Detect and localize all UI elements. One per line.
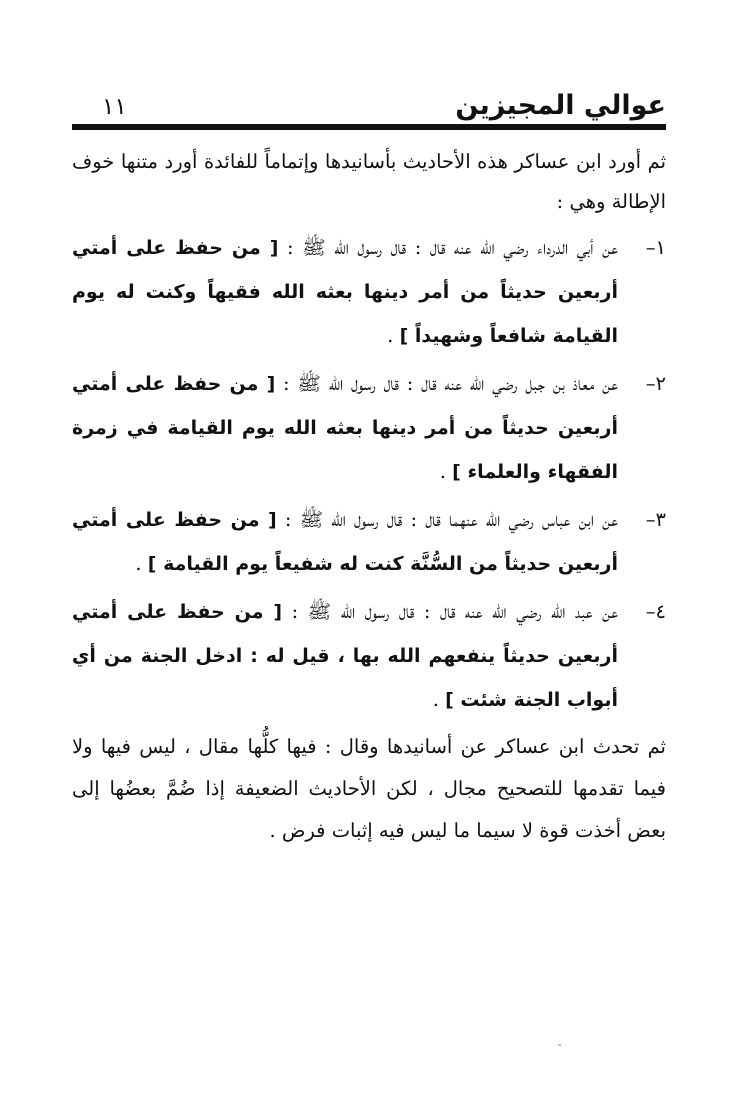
footer-mark: - <box>558 1040 562 1051</box>
item-quote: [ من حفظ على أمتي أربعين حديثاً من السُّنَّة كنت له شفيعاً يوم القيامة ] <box>72 509 618 575</box>
item-number: ١– <box>645 236 666 259</box>
item-lead: عن أبي الدرداء رضي الله عنه قال : قال رسول الله ﷺ : <box>287 236 618 259</box>
item-number: ٣– <box>645 508 666 531</box>
page-number: ١١ <box>102 94 127 120</box>
item-tail: . <box>439 460 446 483</box>
item-quote: [ من حفظ على أمتي أربعين حديثاً من أمر دينها بعثه الله فقيهاً وكنت له يوم القيامة شافعاً وشهيداً ] <box>72 237 618 347</box>
item-tail: . <box>432 688 439 711</box>
item-tail: . <box>387 324 394 347</box>
item-number: ٢– <box>645 372 666 395</box>
page-body <box>72 88 666 852</box>
item-number: ٤– <box>645 600 666 623</box>
item-quote: [ من حفظ على أمتي أربعين حديثاً ينفعهم الله بها ، قيل له : ادخل الجنة من أي أبواب الجنة شئت ] <box>72 601 618 711</box>
intro-paragraph: ثم أورد ابن عساكر هذه الأحاديث بأسانيدها وإتماماً للفائدة أورد متنها خوف الإطالة وهي : <box>72 150 666 213</box>
page-header <box>72 88 666 124</box>
item-lead: عن عبد الله رضي الله عنه قال : قال رسول الله ﷺ : <box>291 600 618 623</box>
item-tail: . <box>135 552 142 575</box>
item-lead: عن معاذ بن جبل رضي الله عنه قال : قال رسول الله ﷺ : <box>283 372 618 395</box>
item-quote: [ من حفظ على أمتي أربعين حديثاً من أمر دينها بعثه الله يوم القيامة في زمرة الفقهاء والعلماء ] <box>72 373 618 483</box>
running-title: عوالي المجيزين <box>455 90 666 121</box>
closing-paragraph: ثم تحدث ابن عساكر عن أسانيدها وقال : فيها كلُّها مقال ، ليس فيها ولا فيما تقدمها للتصحيح مجال ، لكن الأحاديث الضعيفة إذا ضُمَّ بعضُها إلى بعض أخذت قوة لا سيما ما ليس فيه إثبات فرض . <box>72 735 666 842</box>
hadith-item-1 <box>72 226 666 358</box>
header-rule <box>72 124 666 130</box>
hadith-item-4 <box>72 590 666 722</box>
item-lead: عن ابن عباس رضي الله عنهما قال : قال رسول الله ﷺ : <box>284 508 618 531</box>
hadith-item-3 <box>72 498 666 586</box>
hadith-item-2 <box>72 362 666 494</box>
